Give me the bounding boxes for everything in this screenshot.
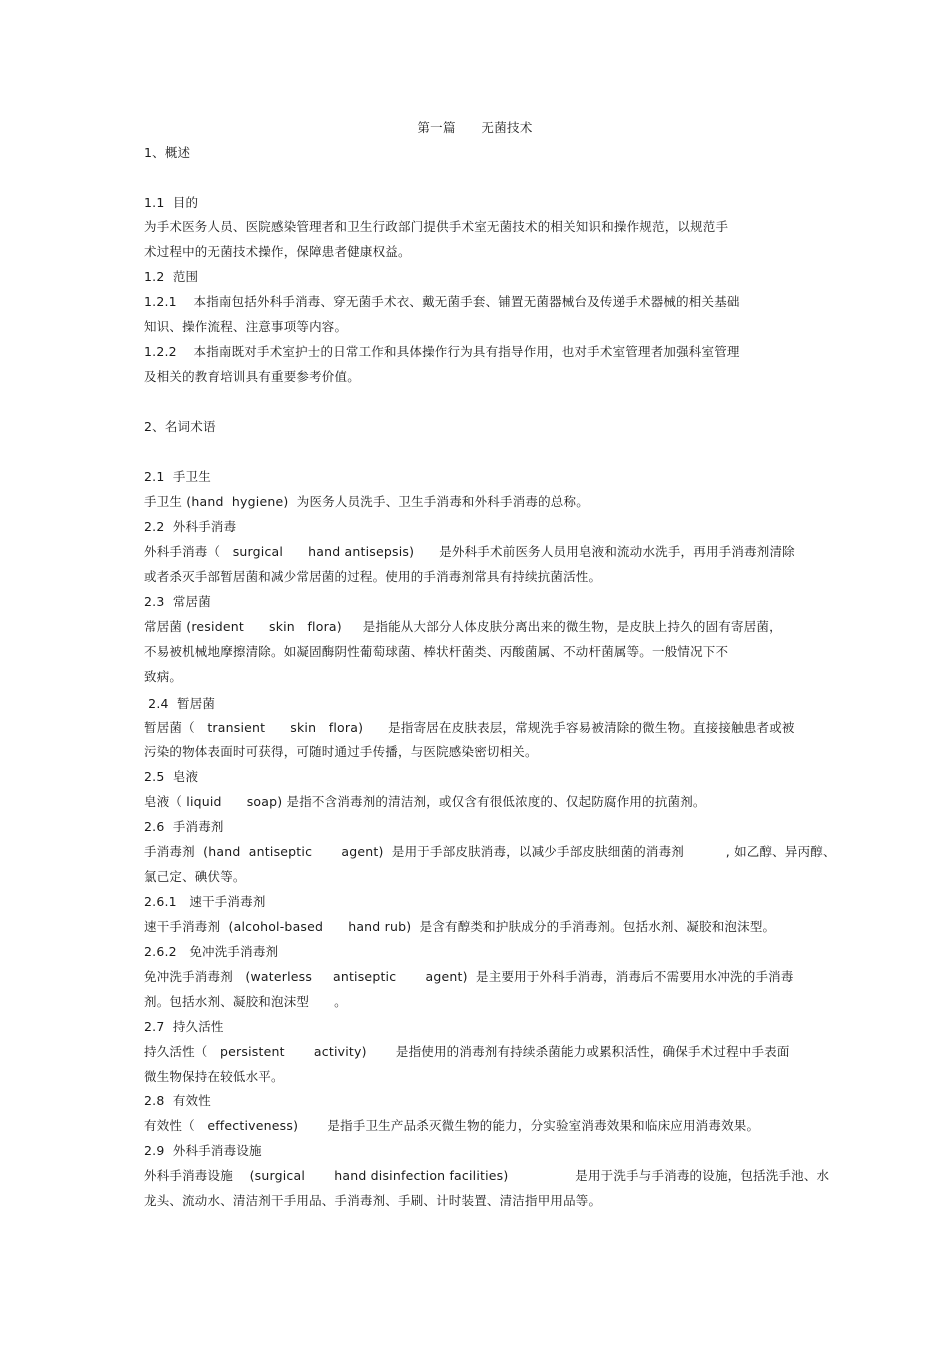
subsection-heading: 2.3 常居菌 (144, 594, 211, 609)
paragraph-line: 手卫生 (hand hygiene) 为医务人员洗手、卫生手消毒和外科手消毒的总称。 (144, 494, 589, 509)
paragraph-line: 有效性（ effectiveness) 是指手卫生产品杀灭微生物的能力，分实验室消毒效果和临床应用消毒效果。 (144, 1118, 760, 1133)
paragraph-line: 免冲洗手消毒剂 (waterless antiseptic agent) 是主要用于外科手消毒，消毒后不需要用水冲洗的手消毒 (144, 969, 794, 984)
subsection-heading: 2.6 手消毒剂 (144, 819, 224, 834)
subsection-heading: 2.9 外科手消毒设施 (144, 1143, 262, 1158)
paragraph-line: 污染的物体表面时可获得，可随时通过手传播，与医院感染密切相关。 (144, 744, 538, 759)
paragraph-line: 手消毒剂 (hand antiseptic agent) 是用于手部皮肤消毒，以减少手部皮肤细菌的消毒剂 , 如乙醇、异丙醇、 (144, 844, 836, 859)
paragraph-line: 速干手消毒剂 (alcohol-based hand rub) 是含有醇类和护肤成分的手消毒剂。包括水剂、凝胶和泡沫型。 (144, 919, 776, 934)
paragraph-line: 1.2.1 本指南包括外科手消毒、穿无菌手术衣、戴无菌手套、铺置无菌器械台及传递手术器械的相关基础 (144, 294, 740, 309)
paragraph-line: 外科手消毒（ surgical hand antisepsis) 是外科手术前医务人员用皂液和流动水洗手，再用手消毒剂清除 (144, 544, 795, 559)
paragraph-line: 知识、操作流程、注意事项等内容。 (144, 319, 348, 334)
subsection-heading: 1.2 范围 (144, 269, 199, 284)
paragraph-line: 为手术医务人员、医院感染管理者和卫生行政部门提供手术室无菌技术的相关知识和操作规范，以规范手 (144, 219, 729, 234)
paragraph-line: 持久活性（ persistent activity) 是指使用的消毒剂有持续杀菌能力或累积活性，确保手术过程中手表面 (144, 1044, 790, 1059)
paragraph-line: 皂液（ liquid soap) 是指不含消毒剂的清洁剂，或仅含有很低浓度的、仅起防腐作用的抗菌剂。 (144, 794, 706, 809)
section-heading-terms: 2、名词术语 (144, 419, 216, 434)
subsection-heading: 2.1 手卫生 (144, 469, 211, 484)
paragraph-line: 致病。 (144, 669, 183, 684)
paragraph-line: 或者杀灭手部暂居菌和减少常居菌的过程。使用的手消毒剂常具有持续抗菌活性。 (144, 569, 602, 584)
paragraph-line: 暂居菌（ transient skin flora) 是指寄居在皮肤表层，常规洗手容易被清除的微生物。直接接触患者或被 (144, 720, 795, 735)
document-title: 第一篇 无菌技术 (417, 120, 533, 135)
paragraph-line: 常居菌 (resident skin flora) 是指能从大部分人体皮肤分离出来的微生物，是皮肤上持久的固有寄居菌， (144, 619, 782, 634)
paragraph-line: 及相关的教育培训具有重要参考价值。 (144, 369, 360, 384)
paragraph-line: 剂。包括水剂、凝胶和泡沫型 。 (144, 994, 347, 1009)
paragraph-line: 龙头、流动水、清洁剂干手用品、手消毒剂、手刷、计时装置、清洁指甲用品等。 (144, 1193, 602, 1208)
subsection-heading: 2.5 皂液 (144, 769, 199, 784)
paragraph-line: 氯己定、碘伏等。 (144, 869, 246, 884)
subsection-heading: 2.6.1 速干手消毒剂 (144, 894, 266, 909)
paragraph-line: 不易被机械地摩擦清除。如凝固酶阴性葡萄球菌、棒状杆菌类、丙酸菌属、不动杆菌属等。一般情况下不 (144, 644, 729, 659)
subsection-heading: 2.8 有效性 (144, 1093, 211, 1108)
subsection-heading: 2.7 持久活性 (144, 1019, 224, 1034)
paragraph-line: 1.2.2 本指南既对手术室护士的日常工作和具体操作行为具有指导作用，也对手术室管理者加强科室管理 (144, 344, 740, 359)
paragraph-line: 术过程中的无菌技术操作，保障患者健康权益。 (144, 244, 411, 259)
subsection-heading: 2.2 外科手消毒 (144, 519, 237, 534)
subsection-heading: 2.4 暂居菌 (144, 696, 216, 711)
section-heading-overview: 1、概述 (144, 145, 191, 160)
paragraph-line: 外科手消毒设施 (surgical hand disinfection facilities) 是用于洗手与手消毒的设施，包括洗手池、水 (144, 1168, 830, 1183)
subsection-heading: 1.1 目的 (144, 195, 199, 210)
subsection-heading: 2.6.2 免冲洗手消毒剂 (144, 944, 279, 959)
paragraph-line: 微生物保持在较低水平。 (144, 1069, 284, 1084)
